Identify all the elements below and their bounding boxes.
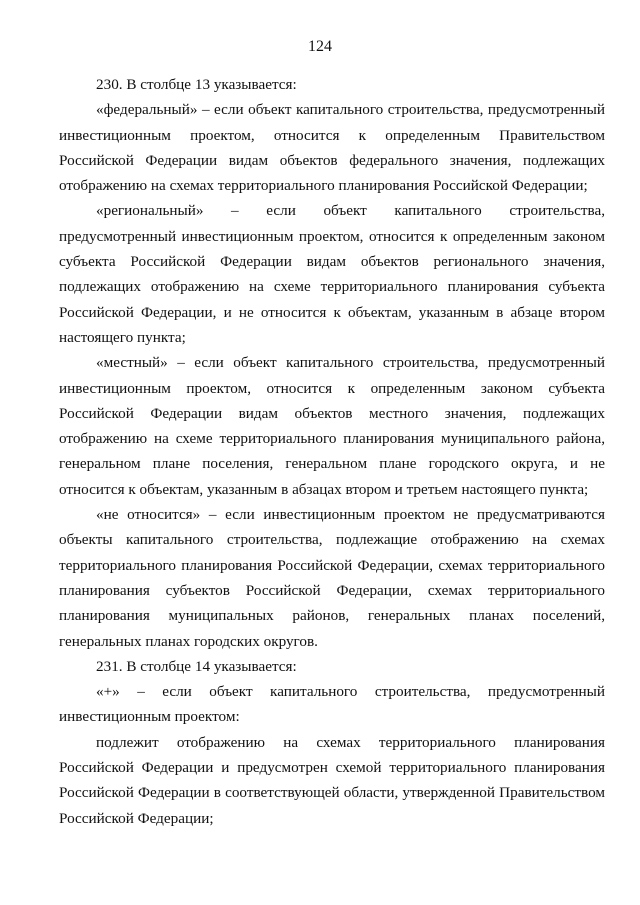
page-number: 124 (308, 38, 332, 55)
paragraph-federal: «федеральный» – если объект капитального строительства, предусмотренный инвестиционным проектом, относится к определенным Правительством Российской Федерации видам объектов федерального значения, подлежащих отображению на схемах территориального планирования Российской Федерации; (59, 101, 605, 195)
paragraph-plus-condition: «+» – если объект капитального строительства, предусмотренный инвестиционным проектом: (59, 683, 605, 726)
paragraph-item-230-heading: 230. В столбце 13 указывается: (96, 76, 297, 93)
document-body (59, 72, 605, 831)
paragraph-not-applicable: «не относится» – если инвестиционным проектом не предусматриваются объекты капитального строительства, подлежащие отображению на схемах территориального планирования Российской Федерации, схемах территориального планирования субъектов Российской Федерации, схемах территориального планирования муниципальных районов, генеральных планах поселений, генеральных планах городских округов. (59, 506, 605, 650)
paragraph-item-231-heading: 231. В столбце 14 указывается: (96, 657, 297, 675)
paragraph-local: «местный» – если объект капитального строительства, предусмотренный инвестиционным проектом, относится к определенным законом субъекта Российской Федерации видам объектов местного значения, подлежащих отображению на схеме территориального планирования муниципального района, генеральном плане поселения, генеральном плане городского округа, и не относится к объектам, указанным в абзацах втором и третьем настоящего пункта; (59, 354, 605, 498)
paragraph-subject-to-display: подлежит отображению на схемах территориального планирования Российской Федерации и предусмотрен схемой территориального планирования Российской Федерации в соответствующей области, утвержденной Правительством Российской Федерации; (59, 733, 605, 827)
paragraph-regional: «региональный» – если объект капитального строительства, предусмотренный инвестиционным проектом, относится к определенным законом субъекта Российской Федерации видам объектов регионального значения, подлежащих отображению на схеме территориального планирования субъекта Российской Федерации, и не относится к объектам, указанным в абзаце втором настоящего пункта; (59, 202, 605, 346)
